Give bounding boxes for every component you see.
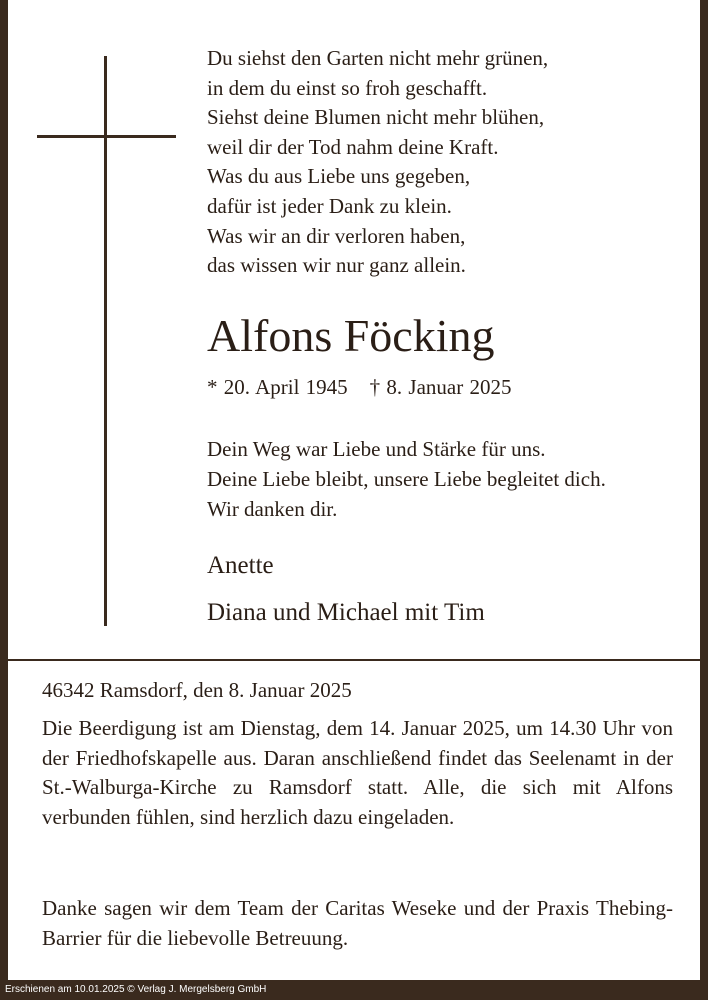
poem-line: Was du aus Liebe uns gegeben, [207,164,471,189]
divider [8,659,700,661]
poem-line: in dem du einst so froh geschafft. [207,75,488,100]
tribute-line: Wir danken dir. [207,497,338,521]
birth-date: * 20. April 1945 [207,375,348,399]
place-date: 46342 Ramsdorf, den 8. Januar 2025 [42,678,352,702]
tribute-line: Deine Liebe bleibt, unsere Liebe begleitet dich. [207,467,606,491]
thanks-note: Danke sagen wir dem Team der Caritas Weseke und der Praxis Thebing-Barrier für die liebevolle Betreuung. [42,896,673,950]
tribute-line: Dein Weg war Liebe und Stärke für uns. [207,437,546,461]
poem-line: das wissen wir nur ganz allein. [207,253,466,278]
signature-family: Diana und Michael mit Tim [207,599,485,626]
poem [207,44,548,281]
signature-anette: Anette [207,552,274,579]
publication-footer: Erschienen am 10.01.2025 © Verlag J. Mergelsberg GmbH [5,984,267,995]
poem-line: Was wir an dir verloren haben, [207,223,466,248]
cross-icon [104,56,107,626]
funeral-info: Die Beerdigung ist am Dienstag, dem 14. Januar 2025, um 14.30 Uhr von der Friedhofskapelle aus. Daran anschließend findet das Seelenamt in der St.-Walburga-Kirche zu Ramsdorf statt. Alle, die sich mit Alfons verbunden fühlen, sind herzlich dazu eingeladen. [42,716,673,829]
life-dates [207,373,511,401]
poem-line: dafür ist jeder Dank zu klein. [207,193,452,218]
tribute [207,434,606,524]
poem-line: Du siehst den Garten nicht mehr grünen, [207,46,549,70]
cross-icon-bar [37,135,176,138]
poem-line: Siehst deine Blumen nicht mehr blühen, [207,105,545,130]
poem-line: weil dir der Tod nahm deine Kraft. [207,134,499,159]
obituary-notice [8,0,700,980]
death-date: † 8. Januar 2025 [369,375,512,399]
deceased-name: Alfons Föcking [207,310,495,361]
